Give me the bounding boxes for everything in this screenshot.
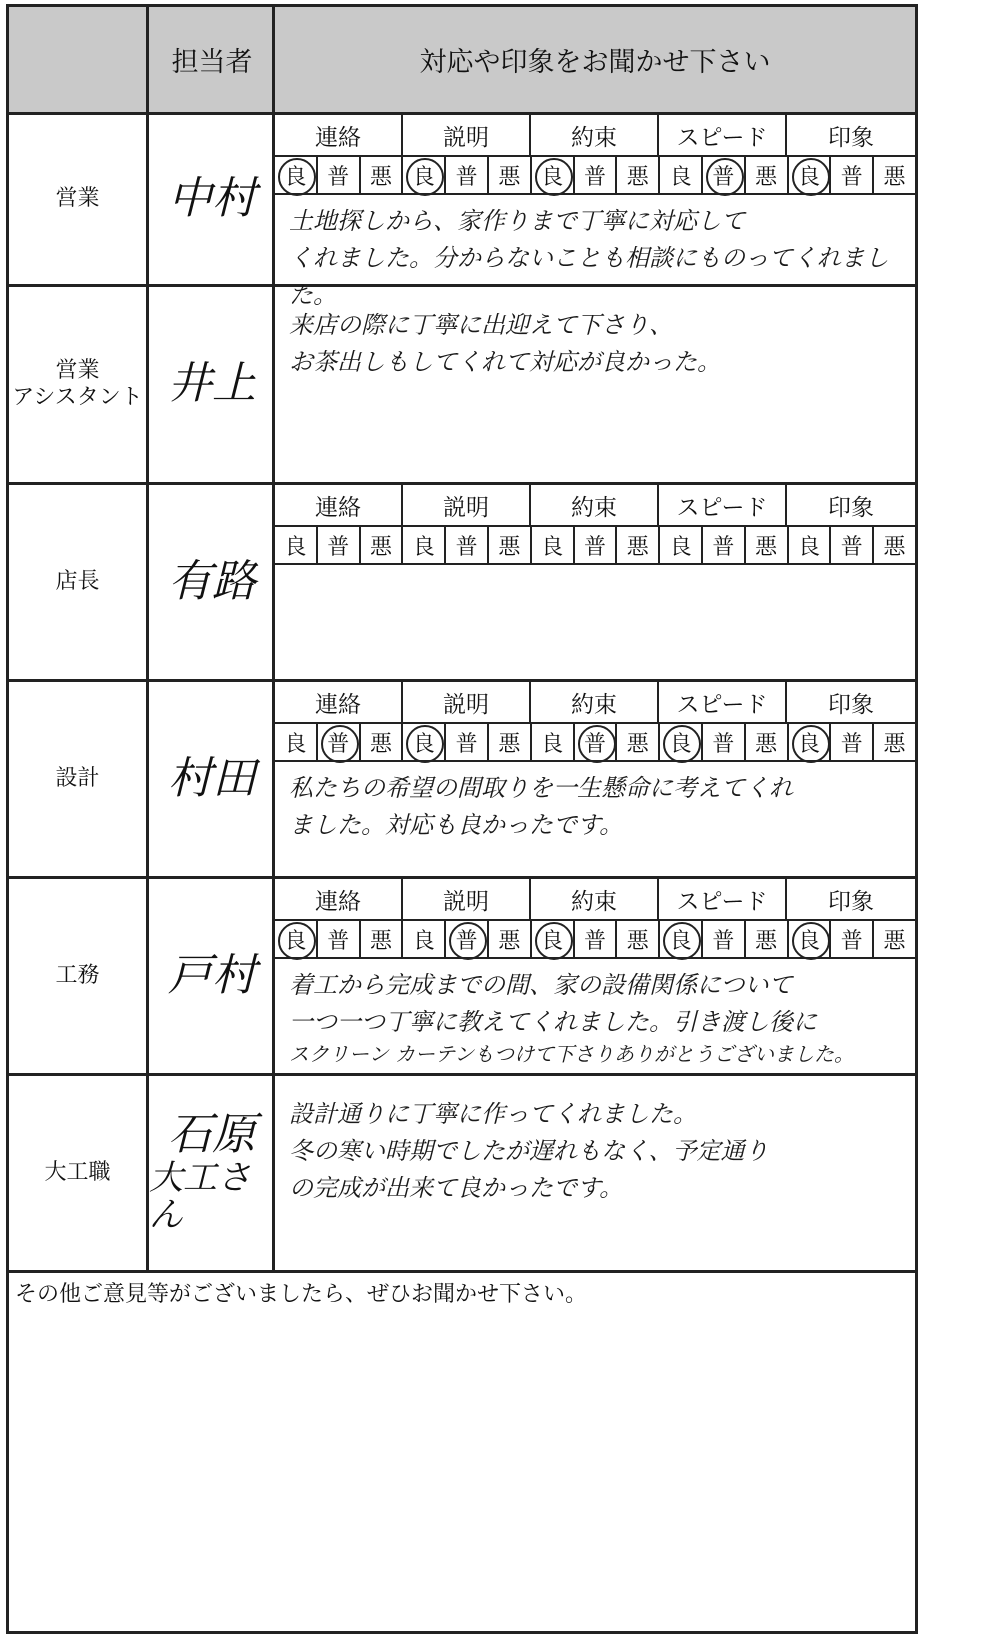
rating-category: 説明 xyxy=(403,879,531,919)
rating-option[interactable]: 悪 xyxy=(883,534,906,560)
rating-option[interactable]: 良 xyxy=(660,921,703,957)
rating-option[interactable]: 悪 xyxy=(617,921,660,957)
rating-category: 説明 xyxy=(403,485,531,525)
department-label: 大工職 xyxy=(44,1159,111,1185)
rating-option[interactable]: 普 xyxy=(575,724,618,760)
rating-option[interactable]: 普 xyxy=(446,724,489,760)
rating-option[interactable]: 良 xyxy=(532,921,575,957)
rating-grid xyxy=(275,682,915,762)
rating-category: 印象 xyxy=(828,888,874,915)
staff-signature: 村田 xyxy=(168,752,256,804)
rating-option[interactable]: 良 xyxy=(403,157,446,193)
rating-category: スピード xyxy=(659,879,787,919)
rating-category: 印象 xyxy=(828,494,874,521)
rating-category: スピード xyxy=(659,115,787,155)
category-row xyxy=(275,485,915,527)
staff-row xyxy=(9,682,915,879)
rating-option[interactable]: 普 xyxy=(703,724,746,760)
rating-option[interactable]: 良 xyxy=(403,724,446,760)
option-row xyxy=(275,921,915,959)
staff-signature: 石原 大工さん xyxy=(149,1109,256,1236)
rating-category: 説明 xyxy=(403,115,531,155)
rating-category: 連絡 xyxy=(275,682,403,722)
department-label: 工務 xyxy=(55,962,100,988)
survey-sheet xyxy=(6,4,918,1634)
staff-row xyxy=(9,287,915,485)
rating-option[interactable]: 普 xyxy=(831,921,874,957)
rating-option[interactable]: 悪 xyxy=(361,157,404,193)
rating-option[interactable]: 悪 xyxy=(489,157,532,193)
rating-option[interactable]: 悪 xyxy=(746,921,789,957)
table-header xyxy=(9,7,915,115)
rating-category: 約束 xyxy=(531,115,659,155)
rating-option[interactable]: 普 xyxy=(446,921,489,957)
rating-category: 約束 xyxy=(531,879,659,919)
rating-option[interactable]: 悪 xyxy=(883,731,906,757)
rating-category: スピード xyxy=(659,485,787,525)
rating-option[interactable]: 普 xyxy=(703,921,746,957)
category-row xyxy=(275,682,915,724)
rating-option[interactable]: 良 xyxy=(275,527,318,563)
option-row xyxy=(275,724,915,762)
rating-option[interactable]: 悪 xyxy=(883,928,906,954)
rating-option[interactable]: 悪 xyxy=(883,164,906,190)
department-label: 営業 アシスタント xyxy=(12,358,143,410)
rating-option[interactable]: 悪 xyxy=(361,527,404,563)
rating-option[interactable]: 良 xyxy=(403,921,446,957)
rating-category: 印象 xyxy=(828,691,874,718)
rating-option[interactable]: 悪 xyxy=(746,724,789,760)
rating-category: 連絡 xyxy=(275,879,403,919)
rating-option[interactable]: 良 xyxy=(403,527,446,563)
rating-category: 約束 xyxy=(531,485,659,525)
category-row xyxy=(275,879,915,921)
rating-grid xyxy=(275,879,915,959)
other-comments-label: その他ご意見等がございましたら、ぜひお聞かせ下さい。 xyxy=(15,1282,588,1307)
staff-signature: 戸村 xyxy=(168,949,256,1001)
rating-option[interactable]: 普 xyxy=(575,157,618,193)
rating-option[interactable]: 良 xyxy=(660,724,703,760)
rating-option[interactable]: 良 xyxy=(532,157,575,193)
rating-option[interactable]: 悪 xyxy=(746,157,789,193)
comment-text: 来店の際に丁寧に出迎えて下さり、 お茶出しもしてくれて対応が良かった。 xyxy=(289,311,721,377)
rating-option[interactable]: 普 xyxy=(703,527,746,563)
rating-option[interactable]: 悪 xyxy=(489,921,532,957)
staff-row xyxy=(9,879,915,1076)
rating-option[interactable]: 普 xyxy=(446,157,489,193)
rating-category: スピード xyxy=(659,682,787,722)
rating-option[interactable]: 良 xyxy=(789,921,832,957)
rating-category: 連絡 xyxy=(275,115,403,155)
person-column-header: 担当者 xyxy=(171,47,253,78)
rating-option[interactable]: 普 xyxy=(446,527,489,563)
rating-option[interactable]: 普 xyxy=(831,527,874,563)
staff-row xyxy=(9,1076,915,1273)
rating-option[interactable]: 悪 xyxy=(617,527,660,563)
rating-option[interactable]: 良 xyxy=(660,527,703,563)
comment-text: 着工から完成までの間、家の設備関係について 一つ一つ丁寧に教えてくれました。引き渡し後に スクリーン カーテンもつけて下さりありがとうございました。 xyxy=(289,971,854,1067)
rating-option[interactable]: 悪 xyxy=(361,724,404,760)
rating-grid xyxy=(275,115,915,195)
rating-option[interactable]: 悪 xyxy=(361,921,404,957)
request-column-header: 対応や印象をお聞かせ下さい xyxy=(419,47,771,78)
rating-option[interactable]: 普 xyxy=(318,157,361,193)
option-row xyxy=(275,157,915,195)
staff-row xyxy=(9,485,915,682)
option-row xyxy=(275,527,915,565)
rating-option[interactable]: 普 xyxy=(575,921,618,957)
rating-option[interactable]: 悪 xyxy=(746,527,789,563)
rating-category: 約束 xyxy=(531,682,659,722)
staff-signature: 有路 xyxy=(168,555,256,607)
rating-category: 印象 xyxy=(828,124,874,151)
staff-signature: 中村 xyxy=(168,173,256,225)
department-label: 営業 xyxy=(55,186,100,212)
rating-option[interactable]: 普 xyxy=(318,724,361,760)
staff-row xyxy=(9,115,915,310)
rating-category: 説明 xyxy=(403,682,531,722)
rating-option[interactable]: 良 xyxy=(275,724,318,760)
rating-option[interactable]: 良 xyxy=(660,157,703,193)
department-label: 設計 xyxy=(55,765,100,791)
rating-option[interactable]: 良 xyxy=(789,724,832,760)
rating-option[interactable]: 普 xyxy=(575,527,618,563)
rating-option[interactable]: 普 xyxy=(831,724,874,760)
rating-option[interactable]: 普 xyxy=(831,157,874,193)
comment-text: 私たちの希望の間取りを一生懸命に考えてくれ ました。対応も良かったです。 xyxy=(289,774,793,840)
rating-option[interactable]: 良 xyxy=(532,724,575,760)
comment-text: 設計通りに丁寧に作ってくれました。 冬の寒い時期でしたが遅れもなく、予定通り の完成が出来て良かったです。 xyxy=(289,1100,769,1203)
rating-option[interactable]: 良 xyxy=(275,157,318,193)
rating-option[interactable]: 良 xyxy=(789,527,832,563)
category-row xyxy=(275,115,915,157)
rating-option[interactable]: 悪 xyxy=(489,527,532,563)
rating-option[interactable]: 悪 xyxy=(617,724,660,760)
other-comments-section[interactable] xyxy=(9,1273,915,1631)
department-label: 店長 xyxy=(55,568,100,594)
rating-option[interactable]: 普 xyxy=(318,921,361,957)
rating-option[interactable]: 良 xyxy=(275,921,318,957)
rating-option[interactable]: 悪 xyxy=(617,157,660,193)
comment-text: 土地探しから、家作りまで丁寧に対応して くれました。分からないことも相談にものってくれました。 xyxy=(289,207,889,310)
rating-option[interactable]: 良 xyxy=(789,157,832,193)
rating-grid xyxy=(275,485,915,565)
rating-option[interactable]: 良 xyxy=(532,527,575,563)
rating-option[interactable]: 悪 xyxy=(489,724,532,760)
rating-category: 連絡 xyxy=(275,485,403,525)
rating-option[interactable]: 普 xyxy=(318,527,361,563)
rating-option[interactable]: 普 xyxy=(703,157,746,193)
staff-signature: 井上 xyxy=(168,358,256,410)
